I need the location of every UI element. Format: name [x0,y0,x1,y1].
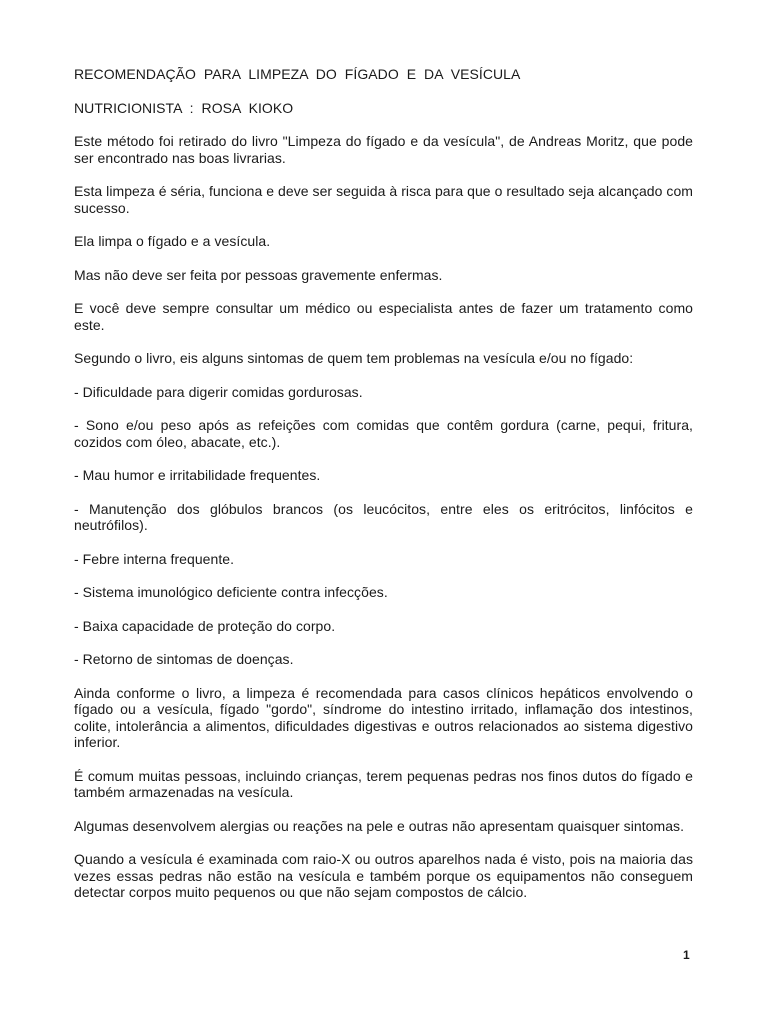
paragraph: E você deve sempre consultar um médico ou especialista antes de fazer um tratamento como este. [74,300,693,333]
paragraph: Mas não deve ser feita por pessoas gravemente enfermas. [74,266,443,283]
document-body [74,66,693,918]
paragraph: Esta limpeza é séria, funciona e deve ser seguida à risca para que o resultado seja alcançado com sucesso. [74,183,693,216]
paragraph: Ela limpa o fígado e a vesícula. [74,233,271,249]
symptom-item: - Baixa capacidade de proteção do corpo. [74,617,336,634]
symptom-item: - Sono e/ou peso após as refeições com comidas que contêm gordura (carne, pequi, fritura, cozidos com óleo, abacate, etc.). [74,417,693,450]
symptom-item: - Mau humor e irritabilidade frequentes. [74,467,321,483]
paragraph: Segundo o livro, eis alguns sintomas de quem tem problemas na vesícula e/ou no fígado: [74,350,634,366]
symptom-item: - Manutenção dos glóbulos brancos (os leucócitos, entre eles os eritrócitos, linfócitos e neutrófilos). [74,500,693,533]
symptom-item: - Febre interna frequente. [74,550,235,567]
paragraph: Quando a vesícula é examinada com raio-X ou outros aparelhos nada é visto, pois na maioria das vezes essas pedras não estão na vesícula e também porque os equipamentos não conseguem detectar corpos muito pequenos ou que não sejam compostos de cálcio. [74,851,693,900]
paragraph: Este método foi retirado do livro "Limpeza do fígado e da vesícula", de Andreas Moritz, que pode ser encontrado nas boas livrarias. [74,133,693,166]
symptom-item: - Dificuldade para digerir comidas gordurosas. [74,383,363,400]
paragraph: É comum muitas pessoas, incluindo crianças, terem pequenas pedras nos finos dutos do fígado e também armazenadas na vesícula. [74,767,693,800]
document-title: RECOMENDAÇÃO PARA LIMPEZA DO FÍGADO E DA VESÍCULA [74,66,521,82]
symptom-item: - Retorno de sintomas de doenças. [74,651,294,667]
paragraph: Algumas desenvolvem alergias ou reações na pele e outras não apresentam quaisquer sintomas. [74,817,685,834]
symptom-item: - Sistema imunológico deficiente contra infecções. [74,584,388,600]
paragraph: Ainda conforme o livro, a limpeza é recomendada para casos clínicos hepáticos envolvendo o fígado ou a vesícula, fígado "gordo", síndrome do intestino irritado, inflamação dos intestinos, colite, intolerância a alimentos, dificuldades digestivas e outros relacionados ao sistema digestivo inferior. [74,684,693,750]
page-number: 1 [683,948,690,962]
author-line: NUTRICIONISTA : ROSA KIOKO [74,99,294,116]
